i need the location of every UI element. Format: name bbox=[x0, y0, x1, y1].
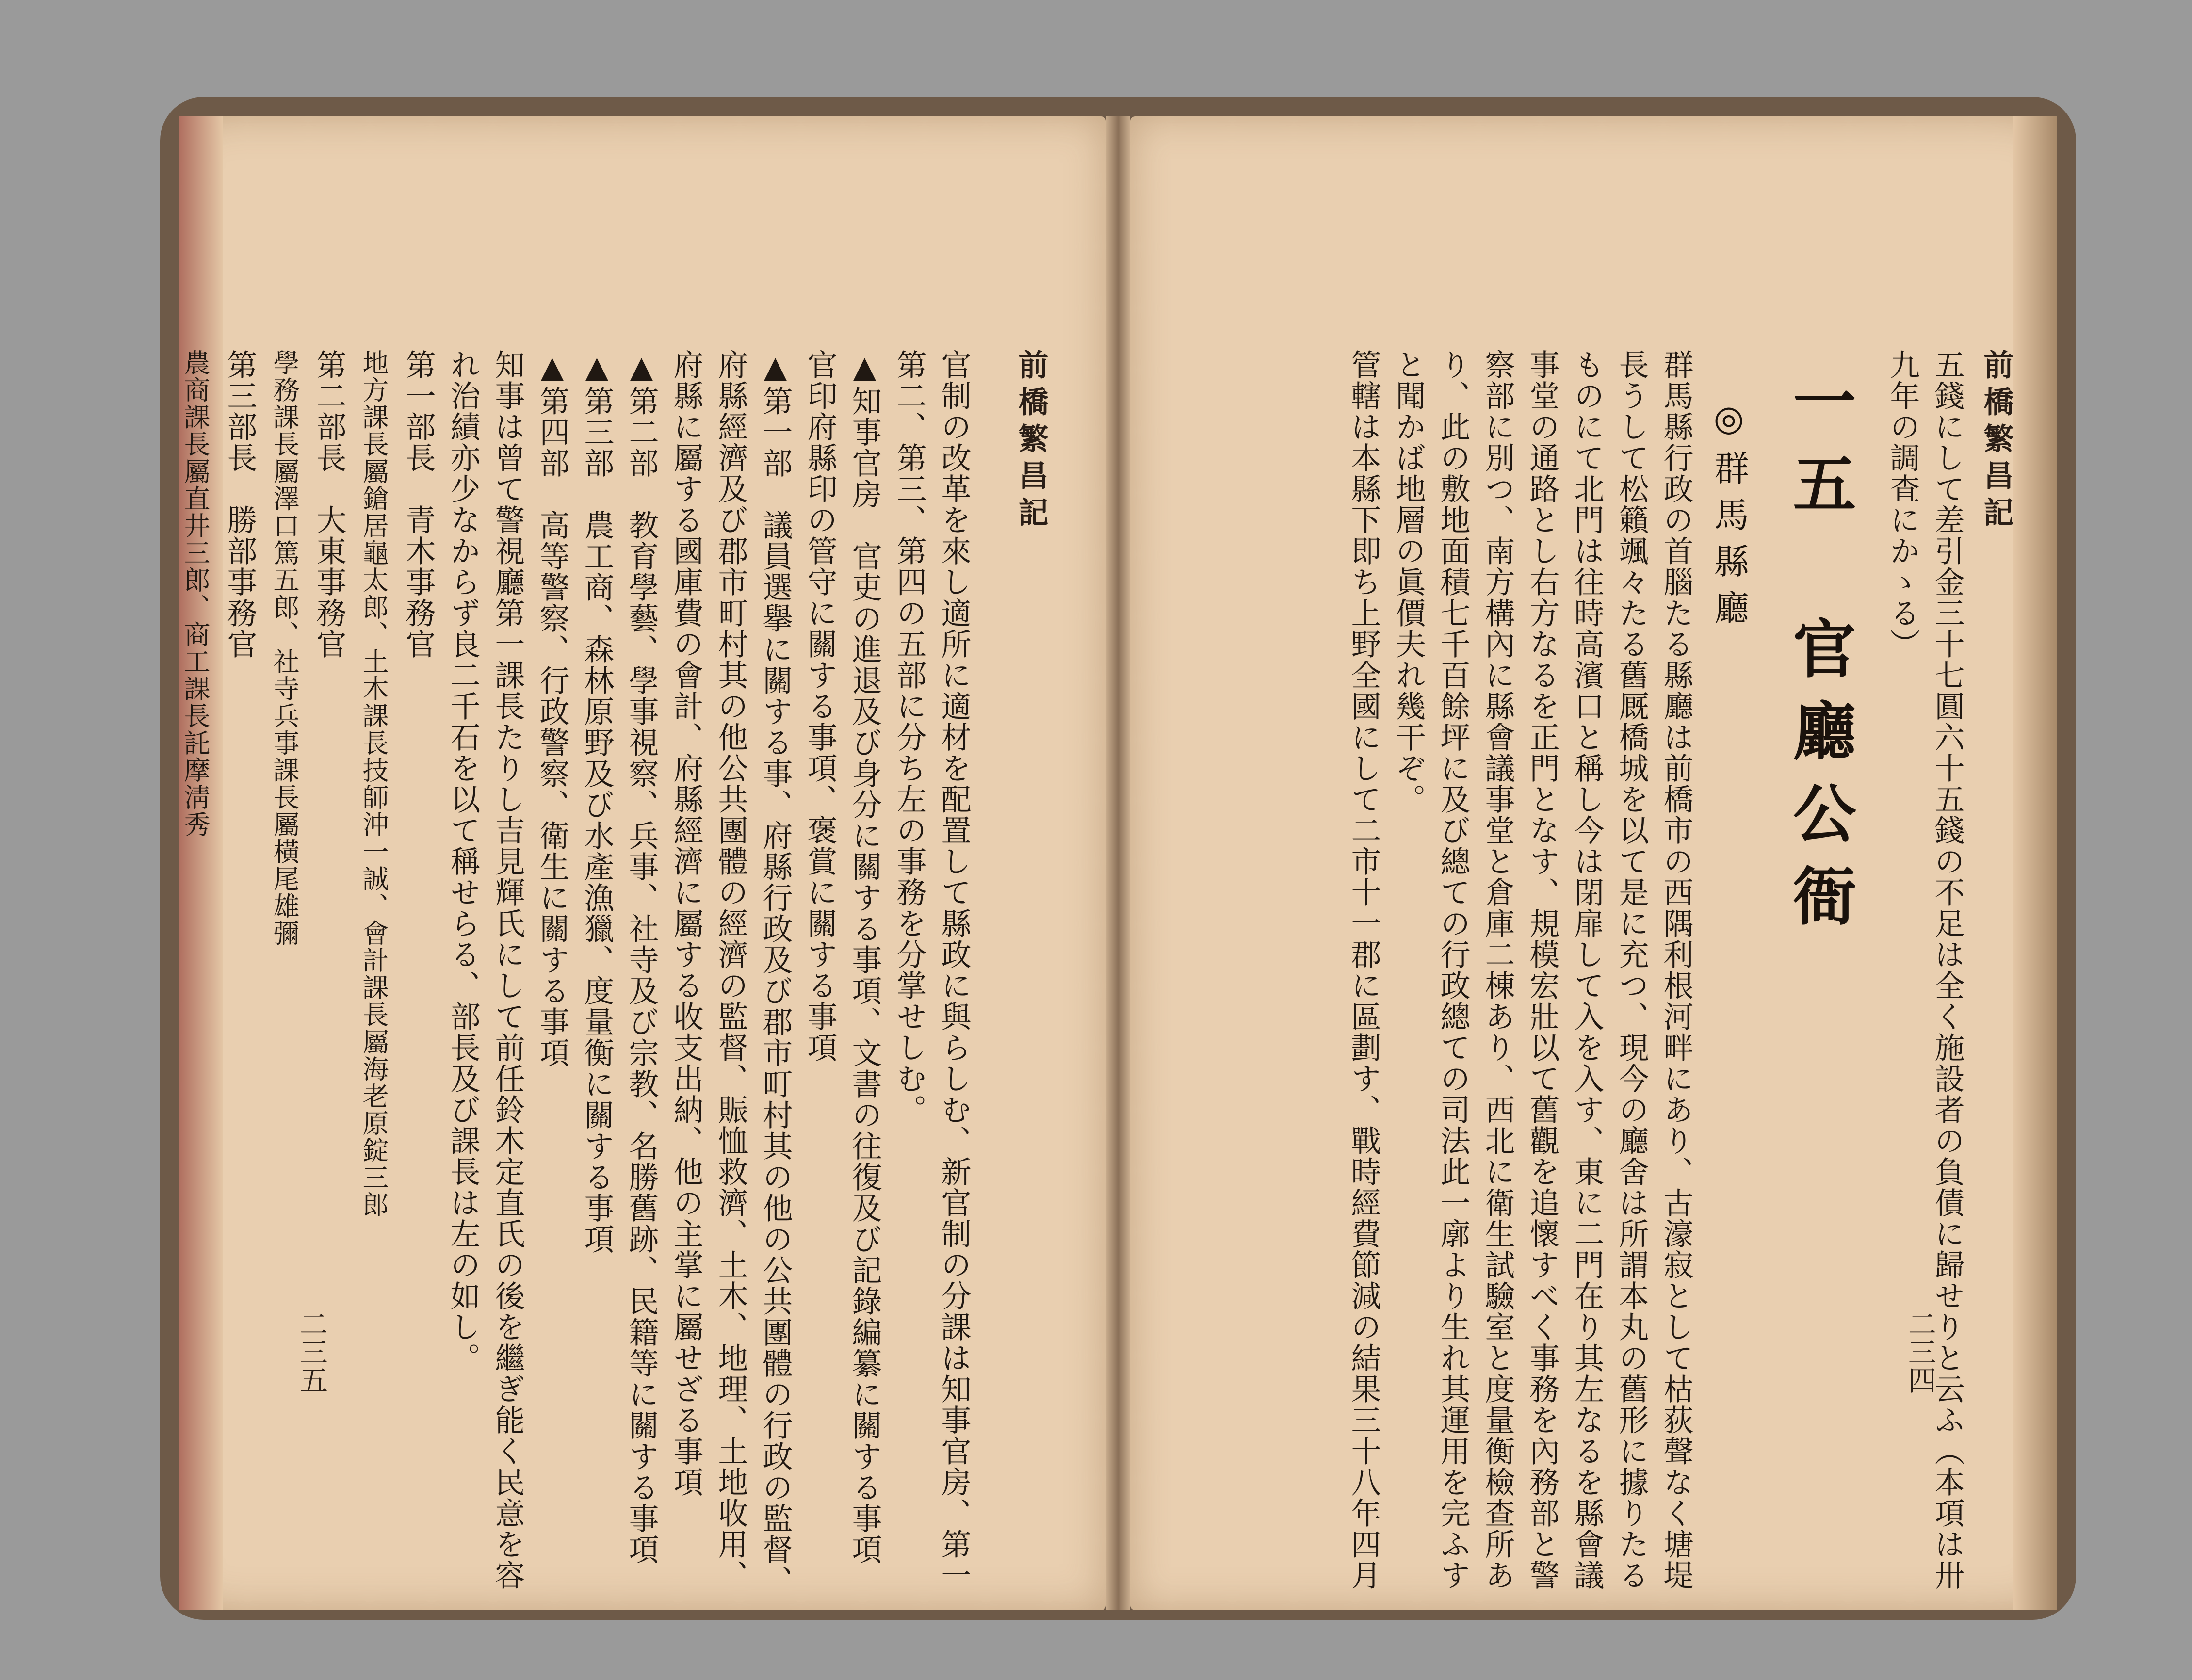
text-column: り、此の敷地面積七千百餘坪に及び總ての行政總ての司法此一廓より生れ其運用を完ふす bbox=[1435, 349, 1471, 1591]
text-column: 地方課長屬鎗居龜太郎、土木課長技師沖一誠、會計課長屬海老原錠三郎 bbox=[358, 349, 389, 1218]
text-column: 第二部長 大東事務官 bbox=[311, 349, 347, 660]
text-column: 第三部長 勝部事務官 bbox=[222, 349, 258, 660]
running-title: 前橋繁昌記 bbox=[1013, 349, 1049, 533]
text-column: 五錢にして差引金三十七圓六十五錢の不足は全く施設者の負債に歸せりと云ふ（本項は卅 bbox=[1930, 349, 1965, 1591]
text-column: 知事は曾て警視廳第一課長たりし吉見輝氏にして前任鈴木定直氏の後を繼ぎ能く民意を容 bbox=[490, 349, 525, 1591]
text-column: 第二、第三、第四の五部に分ち左の事務を分掌せしむ。 bbox=[892, 349, 927, 1125]
book-gutter bbox=[1106, 116, 1130, 1610]
text-column: 管轄は本縣下即ち上野全國にして二市十一郡に區劃す、戰時經費節減の結果三十八年四月 bbox=[1346, 349, 1381, 1591]
text-column: 第一部長 青木事務官 bbox=[401, 349, 436, 660]
open-book bbox=[160, 97, 2076, 1620]
text-column: 學務課長屬澤口篤五郎、社寺兵事課長屬橫尾雄彌 bbox=[269, 349, 300, 947]
text-column: ものにて北門は往時高濱口と稱し今は閉扉して入を入す、東に二門在り其左なるを縣會議 bbox=[1569, 349, 1605, 1591]
text-column: ▲第二部 教育學藝、學事視察、兵事、社寺及び宗教、名勝舊跡、民籍等に關する事項 bbox=[624, 349, 659, 1565]
text-column: 事堂の通路とし右方なるを正門となす、規模宏壯以て舊觀を追懷すべく事務を內務部と警 bbox=[1525, 349, 1560, 1591]
text-column: 農商課長屬直井三郎、商工課長託摩淸秀 bbox=[180, 349, 211, 838]
section-subheading: ◎群馬縣廳 bbox=[1708, 398, 1749, 636]
text-column: ▲第一部 議員選擧に關する事、府縣行政及び郡市町村其の他の公共團體の行政の監督、 bbox=[758, 349, 793, 1596]
running-title: 前橋繁昌記 bbox=[1979, 349, 2014, 533]
text-column: と聞かば地層の眞價夫れ幾干ぞ。 bbox=[1391, 349, 1426, 815]
text-column: ▲知事官房 官吏の進退及び身分に關する事項、文書の往復及び記錄編纂に關する事項 bbox=[847, 349, 882, 1565]
text-column: 府縣に屬する國庫費の會計、府縣經濟に屬する收支出納、他の主掌に屬せざる事項 bbox=[668, 349, 704, 1498]
text-column: 九年の調査にかゝる） bbox=[1885, 349, 1920, 660]
text-column: 官制の改革を來し適所に適材を配置して縣政に與らしむ、新官制の分課は知事官房、第一 bbox=[936, 349, 972, 1591]
text-column: ▲第四部 高等警察、行政警察、衛生に關する事項 bbox=[535, 349, 570, 1068]
text-column: 府縣經濟及び郡市町村其の他公共團體の經濟の監督、賑恤救濟、土木、地理、土地收用、 bbox=[713, 349, 748, 1591]
right-text-block bbox=[1203, 349, 2037, 1591]
page-number: 二三四 bbox=[1903, 1309, 1936, 1394]
text-column: ▲第三部 農工商、森林原野及び水產漁獵、度量衡に關する事項 bbox=[579, 349, 615, 1255]
text-column: 群馬縣行政の首腦たる縣廳は前橋市の西隅利根河畔にあり、古濠寂として枯荻聲なく塘堤 bbox=[1658, 349, 1694, 1591]
text-column: 察部に別つ、南方構內に縣會議事堂と倉庫二棟あり、西北に衛生試驗室と度量衡檢查所あ bbox=[1480, 349, 1515, 1591]
left-text-block bbox=[180, 349, 1072, 1596]
left-page bbox=[179, 116, 1106, 1610]
text-column: 長うして松籟颯々たる舊厩橋城を以て是に充つ、現今の廳舍は所謂本丸の舊形に據りたる bbox=[1614, 349, 1649, 1591]
text-column: 官印府縣印の管守に關する事項、褒賞に關する事項 bbox=[802, 349, 838, 1063]
page-number: 二三五 bbox=[295, 1309, 328, 1394]
text-column: れ治績亦少なからず良二千石を以て稱せらる、部長及び課長は左の如し。 bbox=[445, 349, 481, 1373]
section-heading: 一五 官廳公衙 bbox=[1783, 369, 1857, 946]
right-page bbox=[1130, 116, 2057, 1610]
